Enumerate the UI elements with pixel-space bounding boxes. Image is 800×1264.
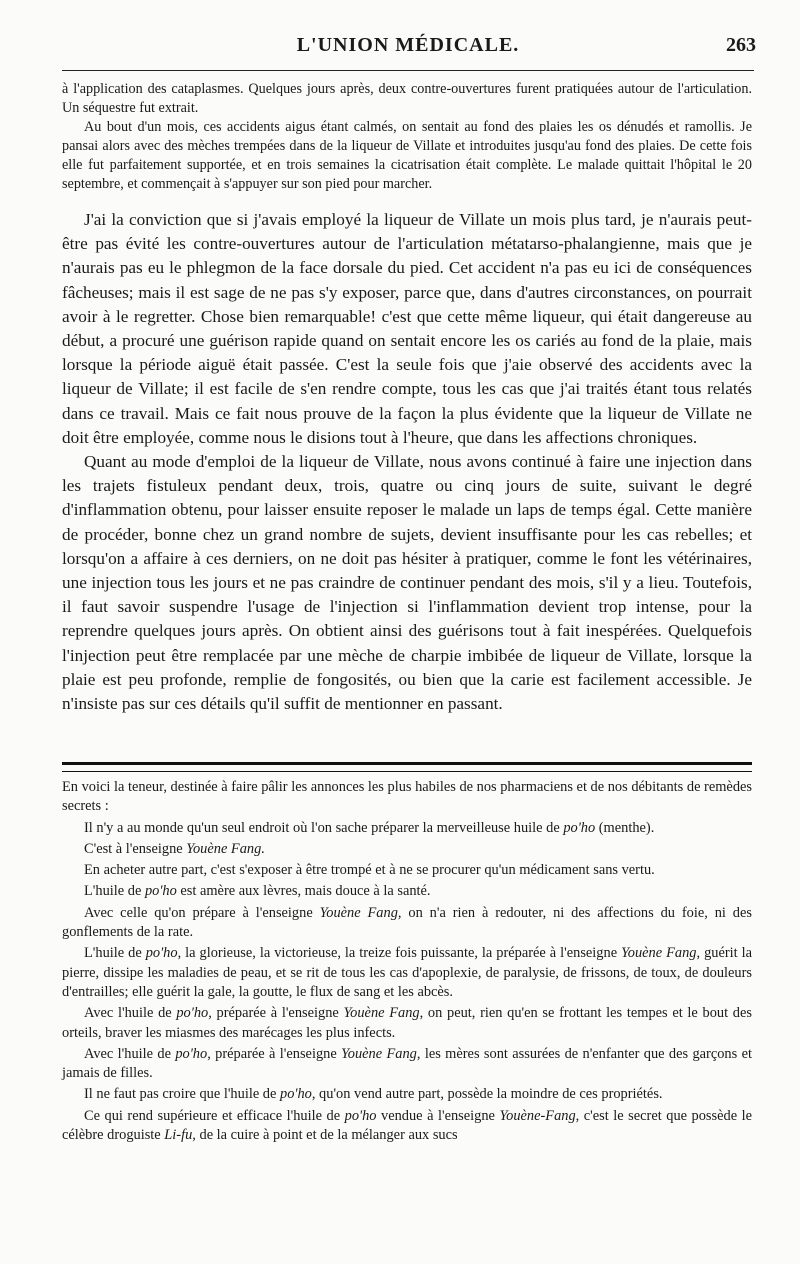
ad-claim-4-end: est amère aux lèvres, mais douce à la santé. — [176, 883, 431, 900]
ad-claim-1-end: (menthe). — [595, 819, 655, 836]
ad-claim-2-text: C'est à l'enseigne — [84, 840, 187, 857]
article-body — [62, 80, 752, 716]
ad-claim-8-italic-2: Youène Fang — [341, 1045, 417, 1062]
ad-claim-7-italic: po'ho — [176, 1005, 209, 1022]
ad-claim-8-italic: po'ho — [175, 1045, 208, 1062]
ad-claim-10-italic-2: Youène-Fang — [499, 1107, 576, 1124]
paragraph-conviction: J'ai la conviction que si j'avais employé la liqueur de Villate un mois plus tard, je n'aurais peut-être pas évité les contre-ouvertures autour de l'articulation métatarso-phalangienne, mais que je n'aurais pas eu le phlegmon de la face dorsale du pied. Cet accident n'a pas eu ici de conséquences fâcheuses; mais il est sage de ne pas s'y exposer, parce que, dans d'autres circonstances, on pourrait avoir à le regretter. Chose bien remarquable! c'est que cette même liqueur, qui était dangereuse au début, a procuré une guérison rapide quand on sentait encore les os cariés au fond de la plaie, mais lorsque la période aiguë était passée. C'est la seule fois que j'aie observé des accidents avec la liqueur de Villate; il est facile de s'en rendre compte, tous les cas que j'ai traités étant tous relatés dans ce travail. Mais ce fait nous prouve de la façon la plus évidente que la liqueur de Villate ne doit être employée, comme nous le disions tout à l'heure, que dans les affections chroniques. — [62, 210, 752, 447]
section-separator — [62, 762, 752, 772]
ad-claim-2 — [62, 840, 752, 859]
journal-title: L'UNION MÉDICALE. — [296, 34, 520, 56]
ad-claim-7-end: , on peut, rien qu'en se frottant les tempes et le bout des orteils, braver les miasmes des marécages les plus infects. — [62, 1005, 752, 1041]
paragraph-continuation: à l'application des cataplasmes. Quelques jours après, deux contre-ouvertures furent pratiquées autour de l'articulation. Un séquestre fut extrait. — [62, 81, 752, 116]
ad-claim-7-mid: , préparée à l'enseigne — [208, 1005, 344, 1022]
paragraph-treatment: Au bout d'un mois, ces accidents aigus étant calmés, on sentait au fond des plaies les os dénudés et ramollis. Je pansai alors avec des mèches trempées dans de la liqueur de Villate et introduites jusqu'au fond des plaies. De cette fois elle fut parfaitement supportée, et en trois semaines la cicatrisation était complète. Le malade quittait l'hôpital le 20 septembre, et commençait à s'appuyer sur son pied pour marcher. — [62, 119, 752, 192]
ad-claim-2-italic: Youène Fang. — [186, 840, 265, 857]
ad-claim-8-text: Avec l'huile de — [84, 1045, 176, 1062]
ad-claim-6-text: L'huile de — [84, 945, 146, 962]
ad-claim-9-end: , qu'on vend autre part, possède la moindre de ces propriétés. — [311, 1086, 663, 1103]
ad-intro: En voici la teneur, destinée à faire pâlir les annonces les plus habiles de nos pharmaciens et de nos débitants de remèdes secrets : — [62, 779, 752, 815]
ad-claim-10-italic: po'ho — [344, 1107, 377, 1124]
ad-claim-4-text: L'huile de — [84, 883, 145, 900]
running-head — [60, 30, 756, 62]
paragraph-mode-emploi: Quant au mode d'emploi de la liqueur de Villate, nous avons continué à faire une injection dans les trajets fistuleux pendant deux, trois, quatre ou cinq jours de suite, suivant le degré d'inflammation obtenu, pour laisser ensuite reposer le malade un laps de temps égal. Cette manière de procéder, bonne chez un grand nombre de sujets, devient insuffisante pour les cas rebelles; et lorsqu'on a affaire à ces derniers, on ne doit pas hésiter à pratiquer, comme le font les vétérinaires, une injection tous les jours et ne pas craindre de continuer pendant des mois, s'il y a lieu. Toutefois, il faut savoir suspendre l'usage de l'injection si l'inflammation devient trop intense, pour la reprendre quelques jours après. On obtient ainsi des guérisons tout à fait inespérées. Quelquefois l'injection peut être remplacée par une mèche de charpie imbibée de liqueur de Villate, lorsque la plaie est peu profonde, remplie de fongosités, ou bien que la carie est facilement accessible. Je n'insiste pas sur ces détails qu'il suffit de mentionner en passant. — [62, 452, 752, 714]
ad-claim-1-text: Il n'y a au monde qu'un seul endroit où l'on sache préparer la merveilleuse huile de — [84, 819, 564, 836]
page-number: 263 — [726, 34, 756, 56]
header-rule — [62, 70, 754, 71]
ad-claim-10-text: Ce qui rend supérieure et efficace l'huile de — [84, 1107, 345, 1124]
ad-claim-10-italic-3: Li-fu — [164, 1127, 193, 1144]
ad-claim-5-italic: Youène Fang — [319, 904, 398, 921]
ad-claim-6-italic-2: Youène Fang — [621, 945, 697, 962]
ad-claim-8-end: , les mères sont assurées de n'enfanter que des garçons et jamais de filles. — [62, 1045, 752, 1082]
ad-claim-1 — [62, 819, 752, 838]
ad-claim-9-italic: po'ho — [280, 1086, 312, 1103]
ad-claim-9 — [62, 1085, 752, 1104]
ad-claim-8-mid: , préparée à l'enseigne — [207, 1045, 342, 1062]
ad-claim-10-mid: vendue à l'enseigne — [376, 1107, 500, 1124]
ad-claim-7 — [62, 1004, 752, 1043]
ad-claim-4-italic: po'ho — [144, 883, 177, 900]
ad-claim-1-italic: po'ho — [563, 819, 596, 836]
ad-claim-5-end: , on n'a rien à redouter, ni des affections du foie, ni des gonflements de la rate. — [62, 904, 752, 941]
ad-claim-9-text: Il ne faut pas croire que l'huile de — [84, 1086, 280, 1103]
ad-claim-7-text: Avec l'huile de — [84, 1005, 177, 1022]
ad-claim-6-italic: po'ho — [145, 945, 178, 962]
ad-claim-10-end: , de la cuire à point et de la mélanger aux sucs — [192, 1127, 458, 1144]
ad-claim-10 — [62, 1107, 752, 1146]
ad-claim-8 — [62, 1045, 752, 1084]
ad-claim-6 — [62, 944, 752, 1002]
ad-claim-7-italic-2: Youène Fang — [343, 1005, 420, 1022]
ad-claim-6-mid: , la glorieuse, la victorieuse, la treize fois puissante, la préparée à l'enseigne — [177, 945, 622, 962]
ad-claim-3: En acheter autre part, c'est s'exposer à être trompé et à ne se procurer qu'un médicament sans vertu. — [84, 862, 655, 879]
ad-claim-4 — [62, 882, 752, 901]
ad-claim-5-text: Avec celle qu'on prépare à l'enseigne — [84, 904, 320, 921]
ad-claim-6-end: , guérit la pierre, dissipe les maladies de peau, et se rit de tous les cas d'apoplexie, de paralysie, de frissons, de toux, de douleurs d'entrailles; elle guérit la gale, la goutte, le flux de sang et les abcès. — [62, 945, 752, 1000]
ad-claim-5 — [62, 904, 752, 943]
advertisement-section — [62, 778, 752, 1147]
ad-claim-10-mid-2: , c'est le secret que possède le célèbre droguiste — [62, 1107, 753, 1144]
